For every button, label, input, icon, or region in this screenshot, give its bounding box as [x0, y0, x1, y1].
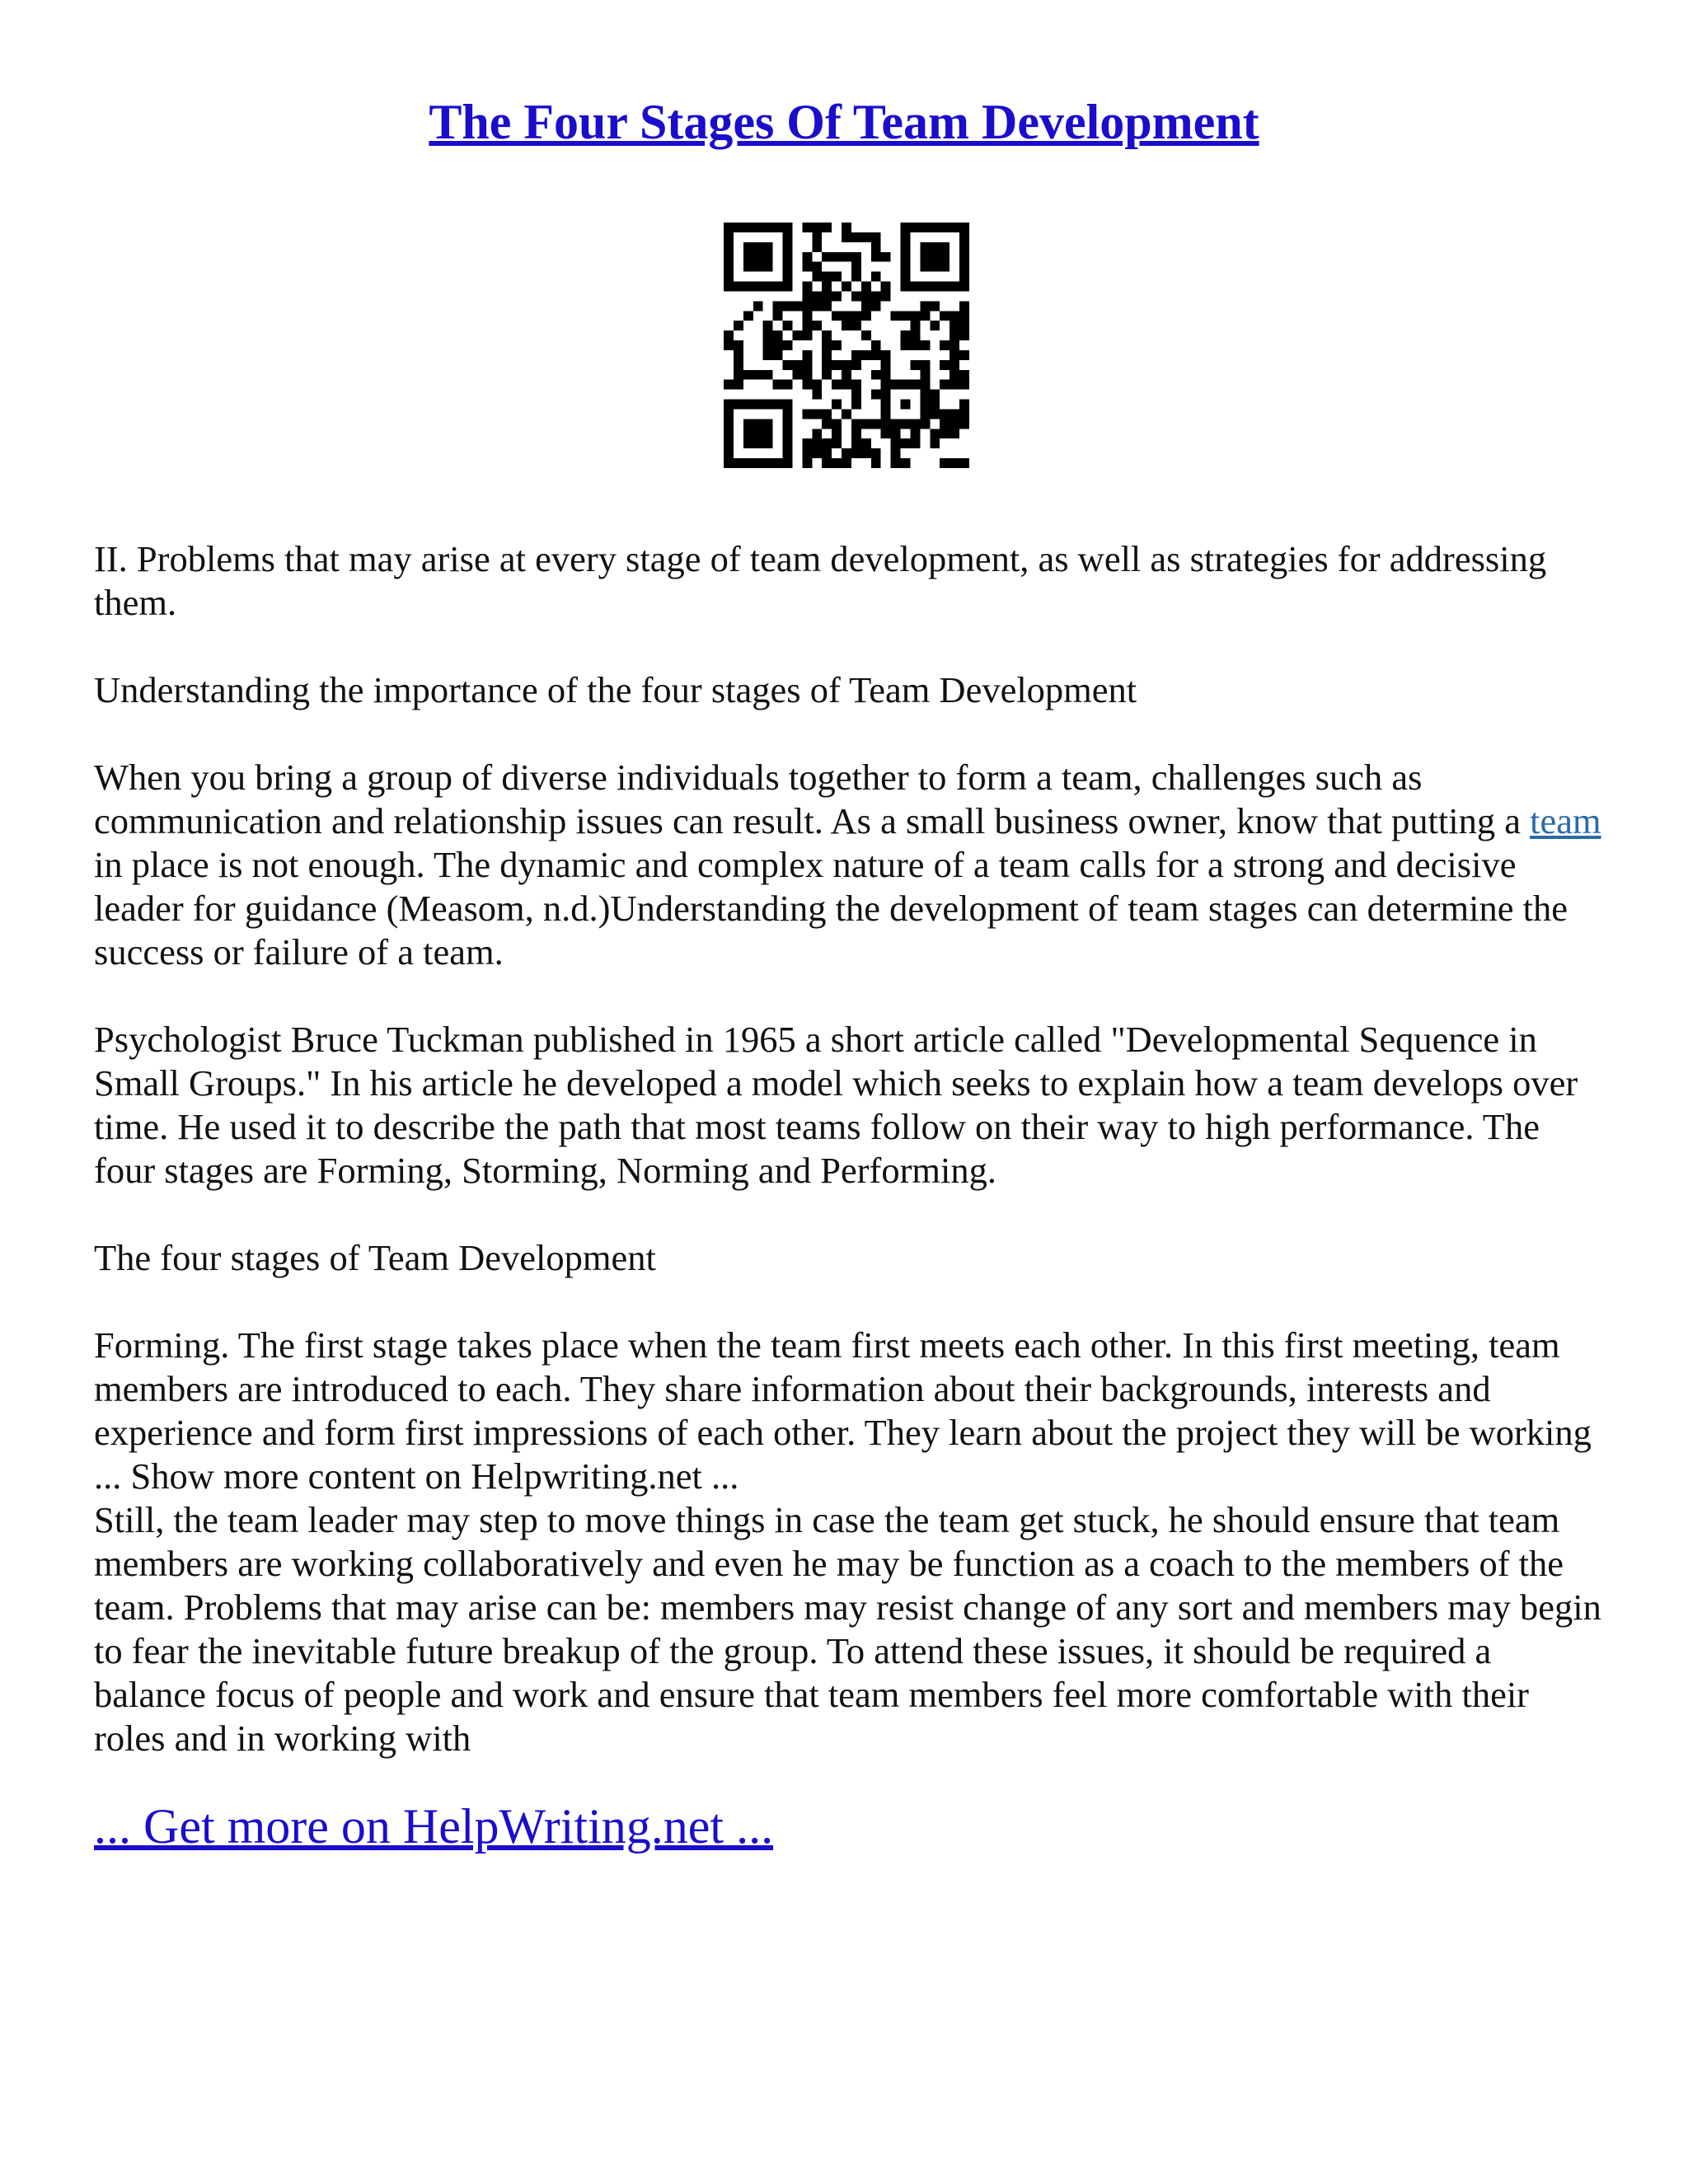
paragraph-intro [94, 756, 1602, 974]
paragraph-tuckman: Psychologist Bruce Tuckman published in 1965 a short article called "Developmental Sequence in Small Groups." In his article he developed a model which seeks to explain how a team develops over time. He used it to describe the path that most teams follow on their way to high performance. The four stages are Forming, Storming, Norming and Performing. [94, 1019, 1578, 1191]
paragraph-importance-heading: Understanding the importance of the four stages of Team Development [94, 669, 1137, 710]
team-link[interactable]: team [1530, 800, 1601, 841]
article-body [94, 537, 1602, 1859]
get-more-link[interactable]: ... Get more on HelpWriting.net ... [94, 1799, 774, 1854]
title-link[interactable]: The Four Stages Of Team Development [429, 95, 1259, 149]
page-title [0, 89, 1688, 155]
paragraph-problems: II. Problems that may arise at every stage of team development, as well as strategies for addressing them. [94, 538, 1547, 623]
paragraph-intro-text-start: When you bring a group of diverse individuals together to form a team, challenges such as communication and relationship issues can result. As a small business owner, know that putting a [94, 757, 1531, 841]
paragraph-leader: Still, the team leader may step to move things in case the team get stuck, he should ensure that team members are working collaboratively and even he may be function as a coach to the members of the team. Problems that may arise can be: members may resist change of any sort and members may begin to fear the inevitable future breakup of the group. To attend these issues, it should be required a balance focus of people and work and ensure that team members feel more comfortable with their roles and in working with [94, 1499, 1601, 1759]
qr-code-image [724, 223, 969, 468]
paragraph-forming: Forming. The first stage takes place when the team first meets each other. In this first meeting, team members are introduced to each. They share information about their backgrounds, interests and experience and form first impressions of each other. They learn about the project they will be working ... Show more content on Helpwriting.net ... [94, 1324, 1592, 1497]
paragraph-stages-heading: The four stages of Team Development [94, 1237, 656, 1278]
paragraph-intro-text-end: in place is not enough. The dynamic and complex nature of a team calls for a strong and decisive leader for guidance (Measom, n.d.)Understanding the development of team stages can determine the success or failure of a team. [94, 844, 1568, 972]
